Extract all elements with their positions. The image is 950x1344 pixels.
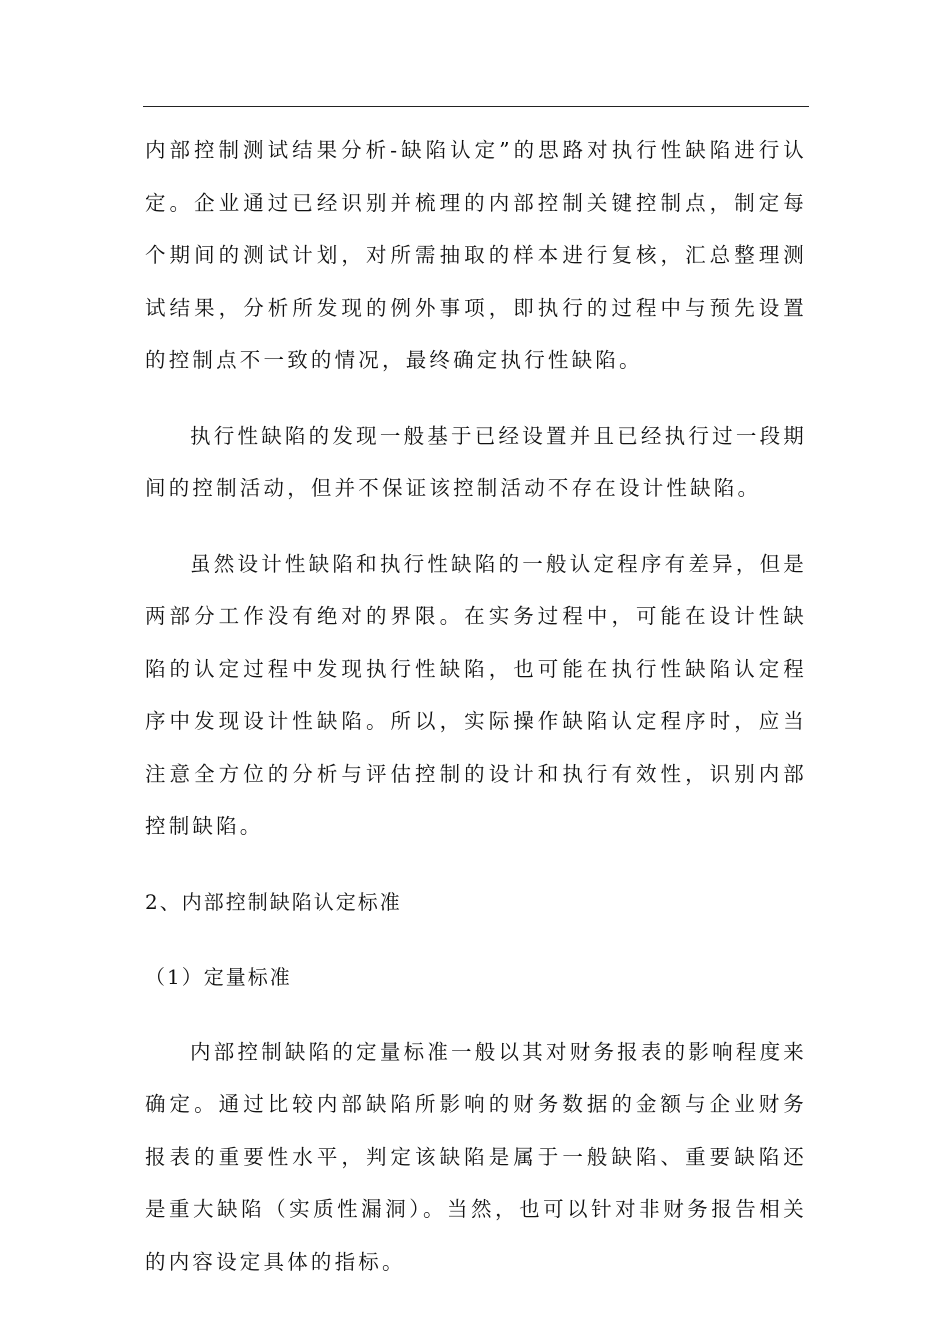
paragraph-quantitative-criteria: 内部控制缺陷的定量标准一般以其对财务报表的影响程度来确定。通过比较内部缺陷所影响的财务数据的金额与企业财务报表的重要性水平，判定该缺陷是属于一般缺陷、重要缺陷还是重大缺陷（实质性漏洞）。当然，也可以针对非财务报告相关的内容设定具体的指标。 <box>145 1039 807 1274</box>
subsection-heading-quantitative: （1）定量标准 <box>145 964 292 989</box>
paragraph-defect-boundaries: 虽然设计性缺陷和执行性缺陷的一般认定程序有差异，但是两部分工作没有绝对的界限。在实务过程中，可能在设计性缺陷的认定过程中发现执行性缺陷，也可能在执行性缺陷认定程序中发现设计性缺陷。所以，实际操作缺陷认定程序时，应当注意全方位的分析与评估控制的设计和执行有效性，识别内部控制缺陷。 <box>145 551 807 838</box>
paragraph-gap <box>145 387 807 410</box>
paragraph-execution-defect-basis: 执行性缺陷的发现一般基于已经设置并且已经执行过一段期间的控制活动，但并不保证该控制活动不存在设计性缺陷。 <box>145 423 807 500</box>
header-rule <box>143 106 809 107</box>
section-heading-defect-criteria: 2、内部控制缺陷认定标准 <box>145 889 402 914</box>
paragraph-gap <box>145 515 807 538</box>
paragraph-gap <box>145 928 807 951</box>
paragraph-gap <box>145 1003 807 1026</box>
document-body <box>145 124 807 1288</box>
paragraph-execution-defect-method: 内部控制测试结果分析-缺陷认定”的思路对执行性缺陷进行认定。企业通过已经识别并梳理的内部控制关键控制点，制定每个期间的测试计划，对所需抽取的样本进行复核，汇总整理测试结果，分析所发现的例外事项，即执行的过程中与预先设置的控制点不一致的情况，最终确定执行性缺陷。 <box>145 138 807 372</box>
paragraph-gap <box>145 853 807 876</box>
